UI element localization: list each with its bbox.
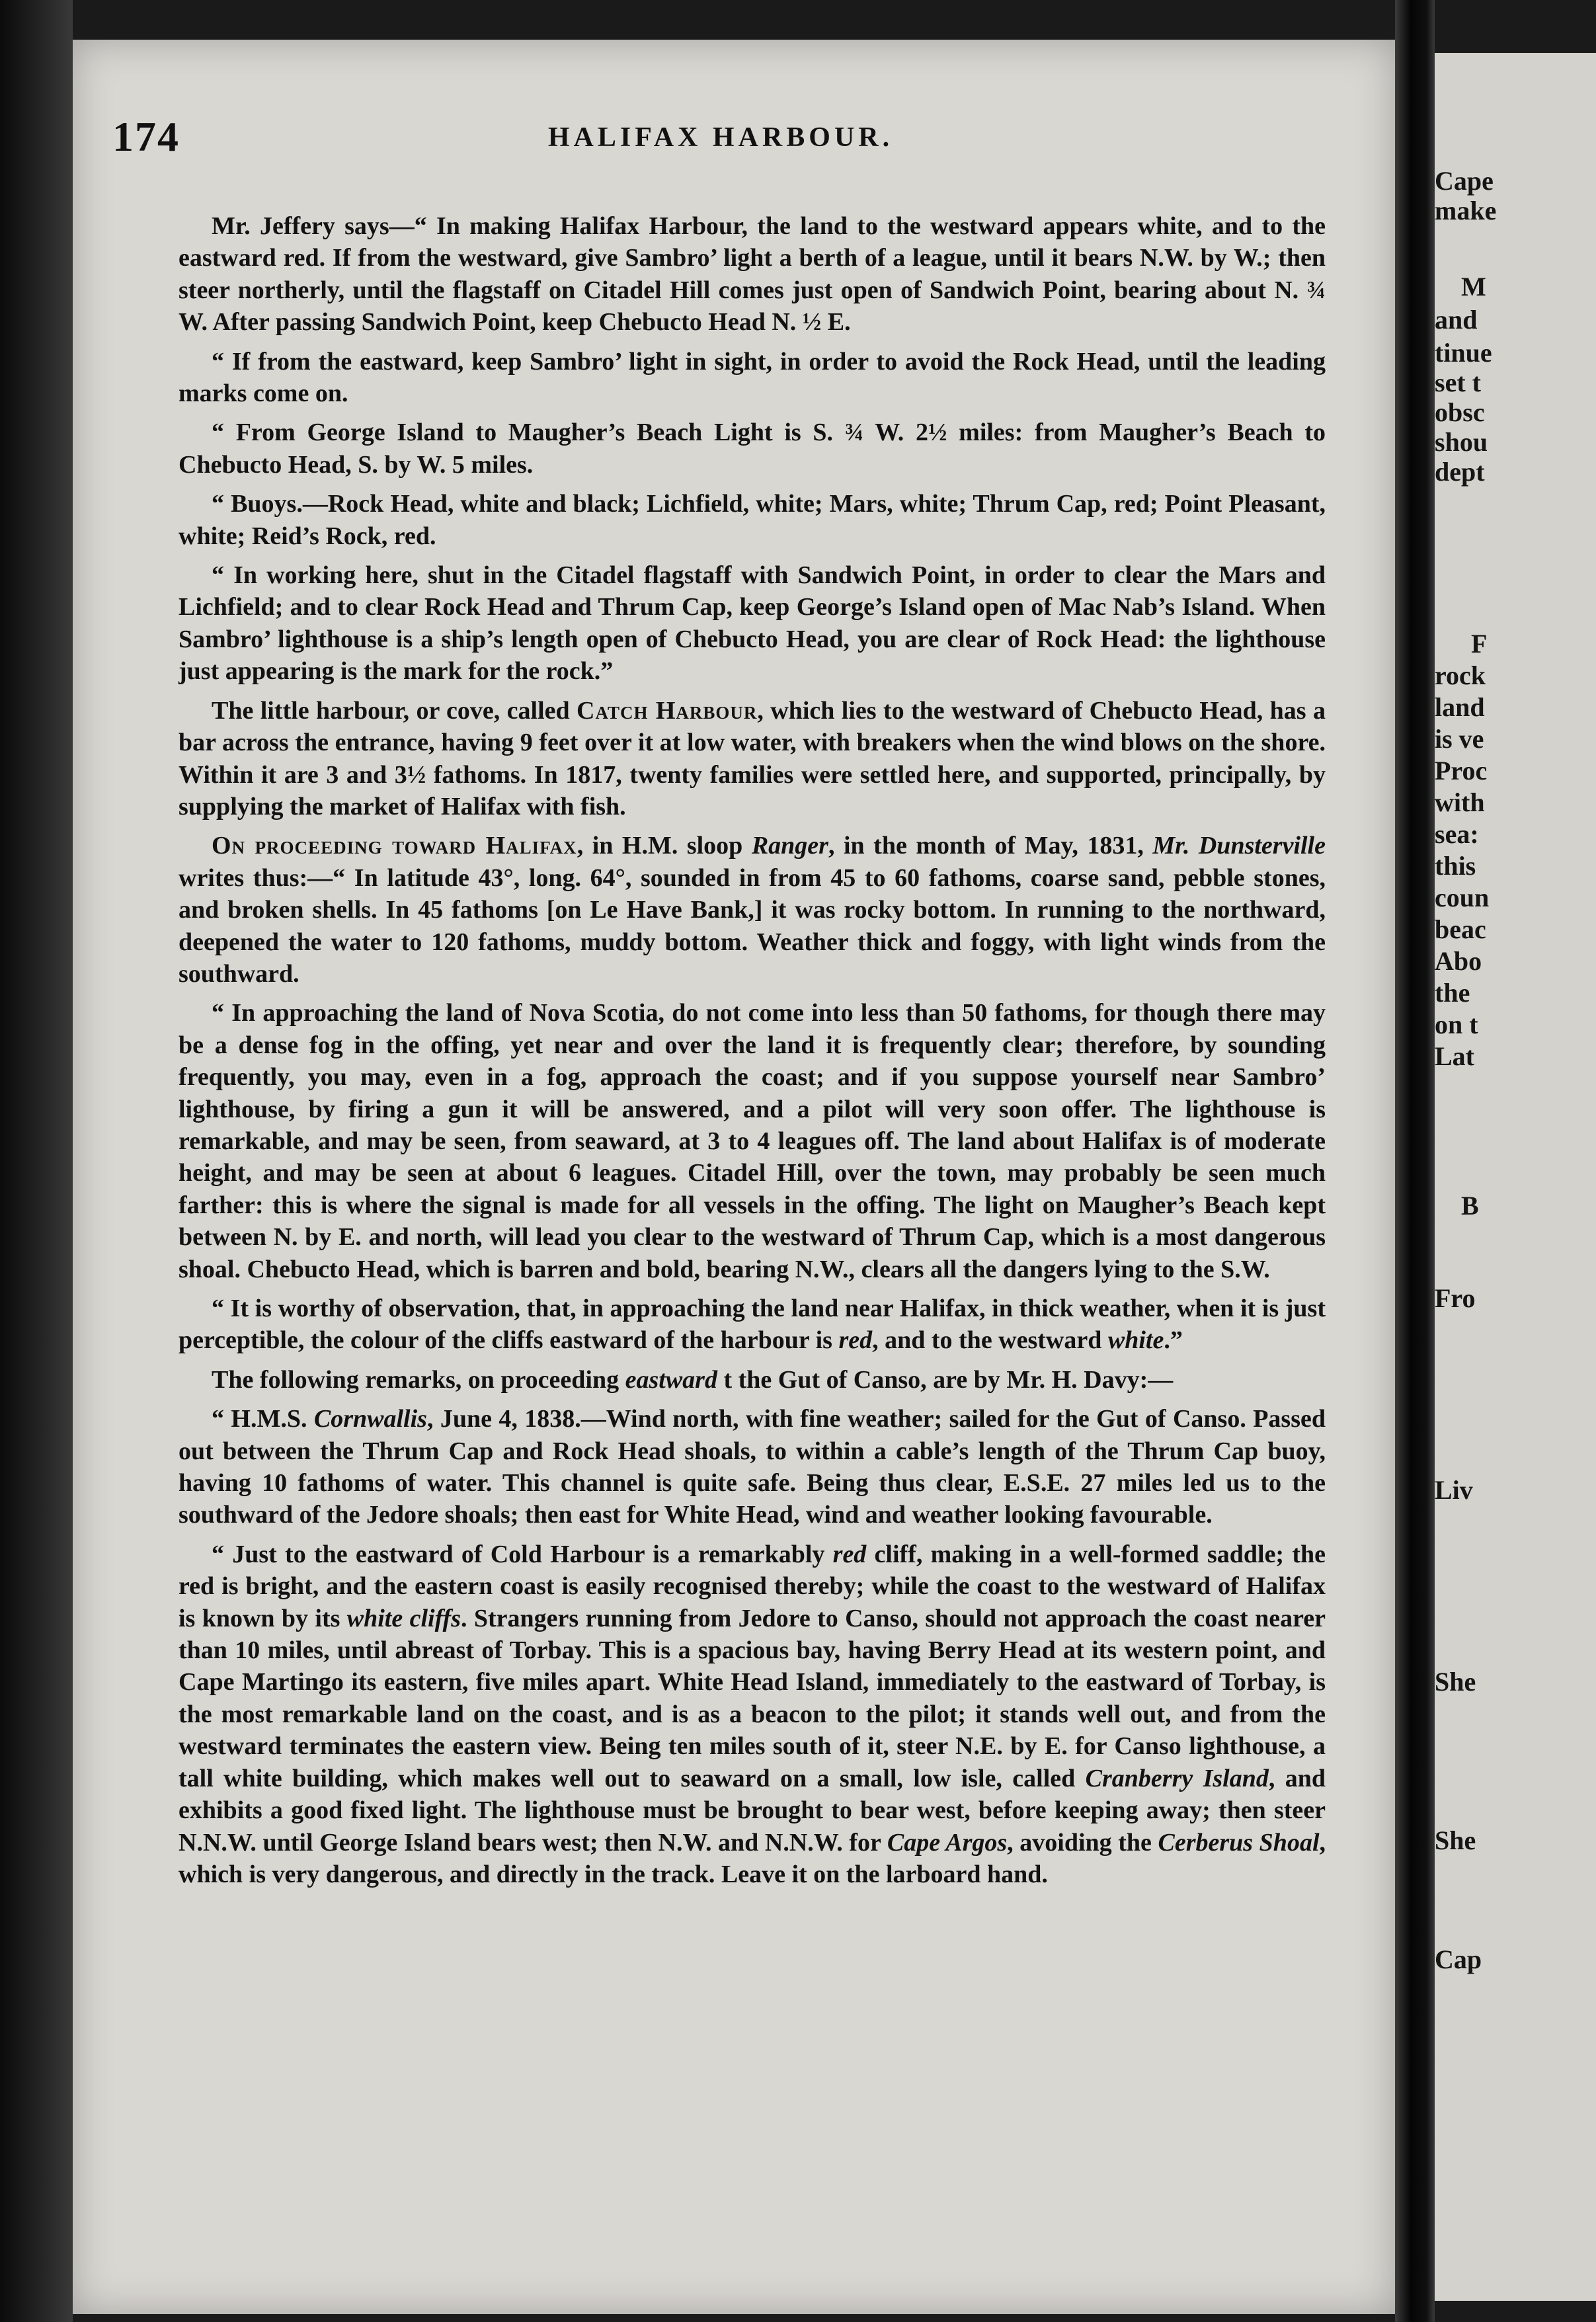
italic-text: Ranger (751, 832, 828, 860)
paragraph (179, 559, 1326, 688)
running-title: HALIFAX HARBOUR. (547, 122, 894, 153)
body-text (179, 210, 1326, 1898)
adjacent-page-fragment: and (1435, 305, 1478, 335)
italic-text: Cerberus Shoal (1158, 1828, 1320, 1857)
adjacent-page-fragment: coun (1435, 883, 1490, 912)
text-run: “ H.M.S. (212, 1405, 314, 1433)
adjacent-page-fragment: obsc (1435, 397, 1485, 427)
adjacent-page-fragment: Proc (1435, 756, 1488, 785)
text-run: , in H.M. sloop (577, 832, 752, 860)
adjacent-page (1435, 53, 1596, 2301)
adjacent-page-fragment: She (1435, 1825, 1476, 1855)
adjacent-page-fragment: Liv (1435, 1475, 1473, 1505)
paragraph (179, 997, 1326, 1285)
text-run: .” (1164, 1326, 1183, 1355)
adjacent-page-fragment: beac (1435, 914, 1486, 944)
paragraph (179, 830, 1326, 990)
adjacent-page-fragment: sea: (1435, 819, 1479, 849)
adjacent-page-fragment: shou (1435, 427, 1488, 457)
page-number: 174 (112, 113, 180, 160)
paragraph (179, 695, 1326, 823)
adjacent-page-fragment: is ve (1435, 724, 1484, 754)
adjacent-page-fragment: this (1435, 851, 1476, 881)
text-run: , and to the westward (872, 1326, 1108, 1355)
paragraph (179, 1364, 1326, 1396)
page-header (112, 112, 1329, 172)
text-run: “ Just to the eastward of Cold Harbour is a remarkably (212, 1540, 833, 1568)
adjacent-page-fragment: B (1461, 1191, 1479, 1221)
text-run: writes thus:—“ In latitude 43°, long. 64°, sounded in from 45 to 60 fathoms, coarse sand, pebble stones, and broken shells. In 45 fathoms [on Le Have Bank,] it was rocky bottom. In running to the northward, deepened the water to 120 fathoms, muddy bottom. Weather thick and foggy, with light winds from the southward. (179, 863, 1326, 988)
paragraph (179, 1293, 1326, 1357)
italic-text: Cranberry Island (1085, 1764, 1269, 1792)
text-run: cliff, making in a well-formed saddle; the red is bright, and the eastern coast is easily recognised thereby; while the coast to the westward of Halifax is known by its (179, 1540, 1326, 1632)
text-run: , which lies to the westward of Chebucto Head, has a bar across the entrance, having 9 feet over it at low water, with breakers when the wind blows on the shore. Within it are 3 and 3½ fathoms. In 1817, twenty families were settled here, and supported, principally, by supplying the market of Halifax with fish. (179, 696, 1326, 821)
text-run: t the Gut of Canso, are by Mr. H. Davy:— (717, 1365, 1174, 1394)
paragraph (179, 210, 1326, 339)
text-run: The following remarks, on proceeding (212, 1365, 625, 1394)
text-run: The little harbour, or cove, called (212, 696, 577, 725)
adjacent-page-fragment: She (1435, 1667, 1476, 1697)
adjacent-page-fragment: Cap (1435, 1944, 1482, 1974)
italic-text: white cliffs (346, 1604, 461, 1632)
small-caps-text: Catch Harbour (577, 696, 758, 725)
italic-text: Mr. Dunsterville (1152, 832, 1326, 860)
italic-text: eastward (625, 1365, 717, 1394)
paragraph (179, 1539, 1326, 1890)
italic-text: Cornwallis (313, 1405, 427, 1433)
text-run: . Strangers running from Jedore to Canso, should not approach the coast nearer than 10 miles, until abreast of Torbay. This is a spacious bay, having Berry Head at its western point, and Cape Martingo its eastern, five miles apart. White Head Island, immediately to the eastward of Torbay, is the most remarkable land on the coast, and is as a beacon to the pilot; it stands well out, and from the westward terminates the eastern view. Being ten miles south of it, steer N.E. by E. for Canso lighthouse, a tall white building, which makes well out to seaward on a small, low isle, called (179, 1604, 1326, 1792)
book-gutter (1395, 0, 1435, 2322)
text-run: “ It is worthy of observation, that, in approaching the land near Halifax, in thick weather, when it is just perceptible, the colour of the cliffs eastward of the harbour is (179, 1295, 1326, 1355)
adjacent-page-fragment: land (1435, 692, 1485, 722)
text-run: Mr. Jeffery says—“ In making Halifax Harbour, the land to the westward appears white, and to the eastward red. If from the westward, give Sambro’ light a berth of a league, until it bears N.W. by W.; then steer northerly, until the flagstaff on Citadel Hill comes just open of Sandwich Point, bearing about N. ¾ W. After passing Sandwich Point, keep Chebucto Head N. ½ E. (179, 212, 1326, 337)
text-run: “ Buoys.—Rock Head, white and black; Lichfield, white; Mars, white; Thrum Cap, red; Point Pleasant, white; Reid’s Rock, red. (179, 490, 1326, 550)
italic-text: white (1107, 1326, 1164, 1355)
paragraph (179, 346, 1326, 410)
italic-text: Cape Argos (887, 1828, 1008, 1857)
adjacent-page-fragment: F (1471, 629, 1488, 659)
paragraph (179, 417, 1326, 481)
text-run: “ In approaching the land of Nova Scotia, do not come into less than 50 fathoms, for though there may be a dense fog in the offing, yet near and over the land it is frequently clear; therefore, by sounding frequently, you may, even in a fog, approach the coast; and if you suppose yourself near Sambro’ lighthouse, by firing a gun it will be answered, and a pilot will very soon offer. The lighthouse is remarkable, and may be seen, from seaward, at 3 to 4 leagues off. The land about Halifax is of moderate height, and may be seen at about 6 leagues. Citadel Hill, over the town, may probably be seen much farther: this is where the signal is made for all vessels in the offing. The light on Maugher’s Beach kept between N. by E. and north, will lead you clear to the westward of Thrum Cap, which is a most dangerous shoal. Chebucto Head, which is barren and bold, bearing N.W., clears all the dangers lying to the S.W. (179, 999, 1326, 1283)
adjacent-page-fragment: Lat (1435, 1041, 1474, 1071)
text-run: “ In working here, shut in the Citadel flagstaff with Sandwich Point, in order to clear the Mars and Lichfield; and to clear Rock Head and Thrum Cap, keep George’s Island open of Mac Nab’s Island. When Sambro’ lighthouse is a ship’s length open of Chebucto Head, you are clear of Rock Head: the lighthouse just appearing is the mark for the rock.” (179, 561, 1326, 686)
italic-text: red (838, 1326, 873, 1355)
adjacent-page-fragment: Abo (1435, 946, 1482, 976)
scan-left-edge (0, 0, 73, 2322)
adjacent-page-fragment: rock (1435, 661, 1486, 690)
adjacent-page-fragment: make (1435, 196, 1497, 225)
text-run: “ From George Island to Maugher’s Beach Light is S. ¾ W. 2½ miles: from Maugher’s Beach to Chebucto Head, S. by W. 5 miles. (179, 419, 1326, 479)
adjacent-page-fragment: Fro (1435, 1283, 1476, 1313)
adjacent-page-fragment: dept (1435, 457, 1485, 487)
text-run: “ If from the eastward, keep Sambro’ light in sight, in order to avoid the Rock Head, until the leading marks come on. (179, 347, 1326, 408)
adjacent-page-fragment: M (1461, 272, 1486, 301)
adjacent-page-fragment: set t (1435, 368, 1481, 397)
text-run: , avoiding the (1007, 1828, 1158, 1857)
text-run: , in the month of May, 1831, (828, 832, 1153, 860)
text-run: , June 4, 1838.—Wind north, with fine weather; sailed for the Gut of Canso. Passed out between the Thrum Cap and Rock Head shoals, to within a cable’s length of the Thrum Cap buoy, having 10 fathoms of water. This channel is quite safe. Being thus clear, E.S.E. 27 miles led us to the southward of the Jedore shoals; then east for White Head, wind and weather looking favourable. (179, 1405, 1326, 1529)
paragraph (179, 1403, 1326, 1531)
italic-text: red (832, 1540, 867, 1568)
adjacent-page-fragment: on t (1435, 1010, 1478, 1039)
text-run: , and exhibits a good fixed light. The lighthouse must be brought to bear west, before keeping away; then steer N.N.W. until George Island bears west; then N.W. and N.N.W. for (179, 1764, 1326, 1857)
adjacent-page-fragment: with (1435, 787, 1485, 817)
adjacent-page-fragment: tinue (1435, 338, 1492, 368)
small-caps-text: On proceeding toward Halifax (212, 832, 577, 860)
text-run: , which is very dangerous, and directly in the track. Leave it on the larboard hand. (179, 1828, 1326, 1888)
paragraph (179, 488, 1326, 552)
adjacent-page-fragment: the (1435, 978, 1470, 1008)
adjacent-page-fragment: Cape (1435, 166, 1494, 196)
